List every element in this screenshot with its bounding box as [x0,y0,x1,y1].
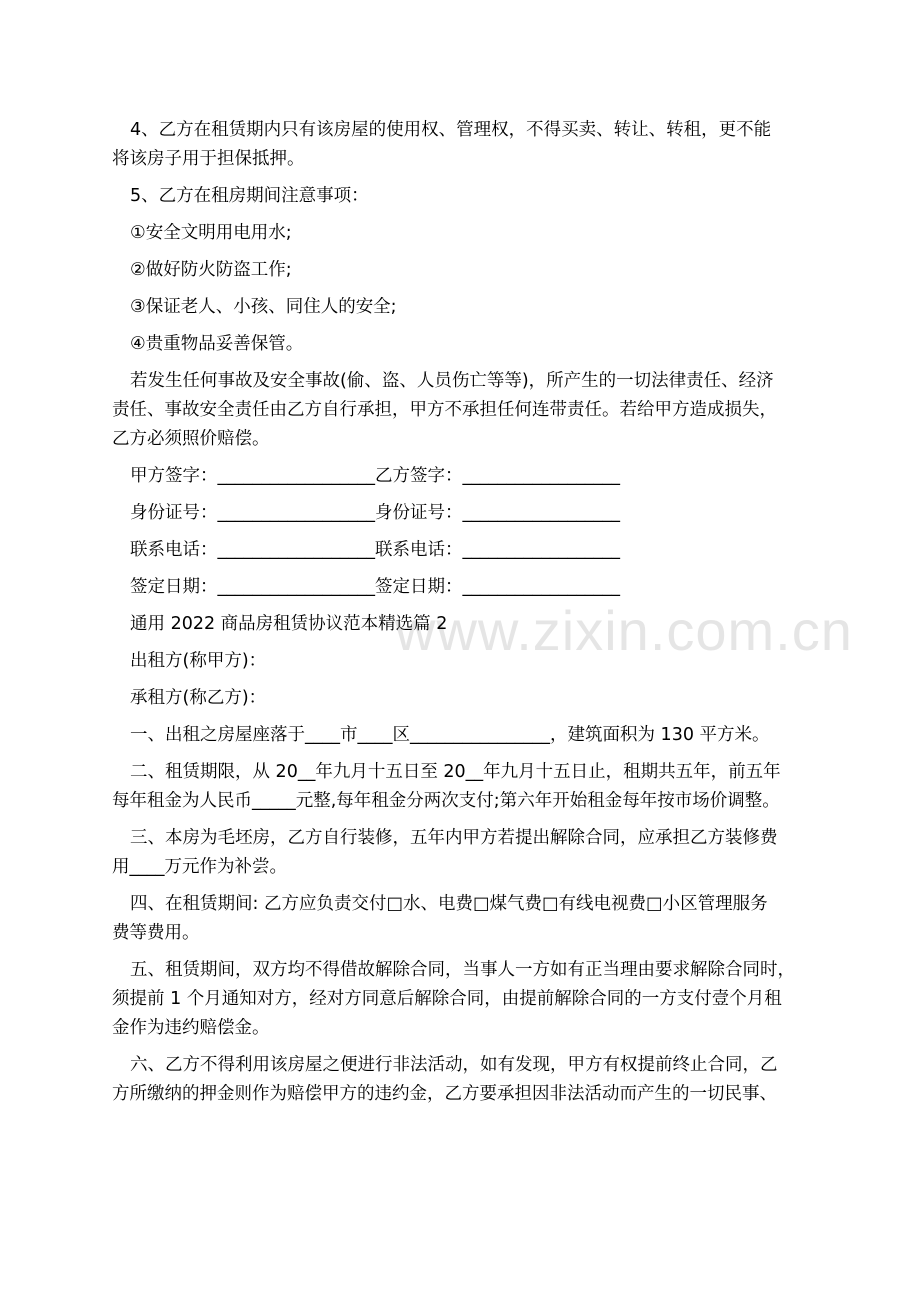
notice-item: ④贵重物品妥善保管。 [130,334,304,354]
clause-four-line-2: 费等费用。 [112,923,200,943]
liability-line-1: 若发生任何事故及安全事故(偷、盗、人员伤亡等等)，所产生的一切法律责任、经济 [130,371,774,391]
clause-5-heading: 5、乙方在租房期间注意事项： [130,186,369,206]
signature-row: 签定日期：__________________签定日期：__________________ [130,577,620,597]
section-title: 通用 2022 商品房租赁协议范本精选篇 2 [130,614,448,634]
notice-item: ②做好防火防盗工作; [130,260,292,280]
signature-row: 联系电话：__________________联系电话：__________________ [130,540,620,560]
watermark: www.zixin.com.cn [395,599,853,662]
clause-three [112,824,812,882]
clause-two-line-2: 每年租金为人民币_____元整,每年租金分两次支付;第六年开始租金每年按市场价调整。 [112,791,780,811]
clause-three-line-2: 用____万元作为补尝。 [112,857,287,877]
clause-four [112,890,812,948]
clause-4 [112,116,812,174]
document-body [112,116,812,1109]
liability-paragraph [112,367,812,454]
clause-six-line-1: 六、乙方不得利用该房屋之便进行非法活动，如有发现，甲方有权提前终止合同，乙 [130,1055,778,1075]
clause-six-line-2: 方所缴纳的押金则作为赔偿甲方的违约金，乙方要承担因非法活动而产生的一切民事、 [112,1084,777,1104]
clause-three-line-1: 三、本房为毛坯房，乙方自行装修，五年内甲方若提出解除合同，应承担乙方装修费 [130,828,778,848]
clause-two-line-1: 二、租赁期限，从 20__年九月十五日至 20__年九月十五日止，租期共五年，前五年 [130,762,781,782]
clause-one: 一、出租之房屋座落于____市____区________________，建筑面积为 130 平方米。 [130,725,770,745]
clause-five [112,956,812,1043]
clause-five-line-3: 金作为违约赔偿金。 [112,1018,270,1038]
clause-five-line-2: 须提前 1 个月通知对方，经对方同意后解除合同，由提前解除合同的一方支付壹个月租 [112,989,782,1009]
liability-line-3: 乙方必须照价赔偿。 [112,429,270,449]
clause-4-line-2: 将该房子用于担保抵押。 [112,149,305,169]
clause-four-line-1: 四、在租赁期间: 乙方应负责交付□水、电费□煤气费□有线电视费□小区管理服务 [130,894,768,914]
notice-item: ③保证老人、小孩、同住人的安全; [130,297,397,317]
clause-two [112,758,812,816]
clause-five-line-1: 五、租赁期间，双方均不得借故解除合同，当事人一方如有正当理由要求解除合同时， [130,960,795,980]
notice-item: ①安全文明用电用水; [130,223,292,243]
signature-row: 身份证号：__________________身份证号：__________________ [130,503,620,523]
signature-row: 甲方签字：__________________乙方签字：__________________ [130,466,620,486]
clause-4-line-1: 4、乙方在租赁期内只有该房屋的使用权、管理权，不得买卖、转让、转租，更不能 [130,120,772,140]
lessee-label: 承租方(称乙方)： [130,688,267,708]
liability-line-2: 责任、事故安全责任由乙方自行承担，甲方不承担任何连带责任。若给甲方造成损失， [112,400,777,420]
clause-six [112,1051,812,1109]
lessor-label: 出租方(称甲方)： [130,651,267,671]
